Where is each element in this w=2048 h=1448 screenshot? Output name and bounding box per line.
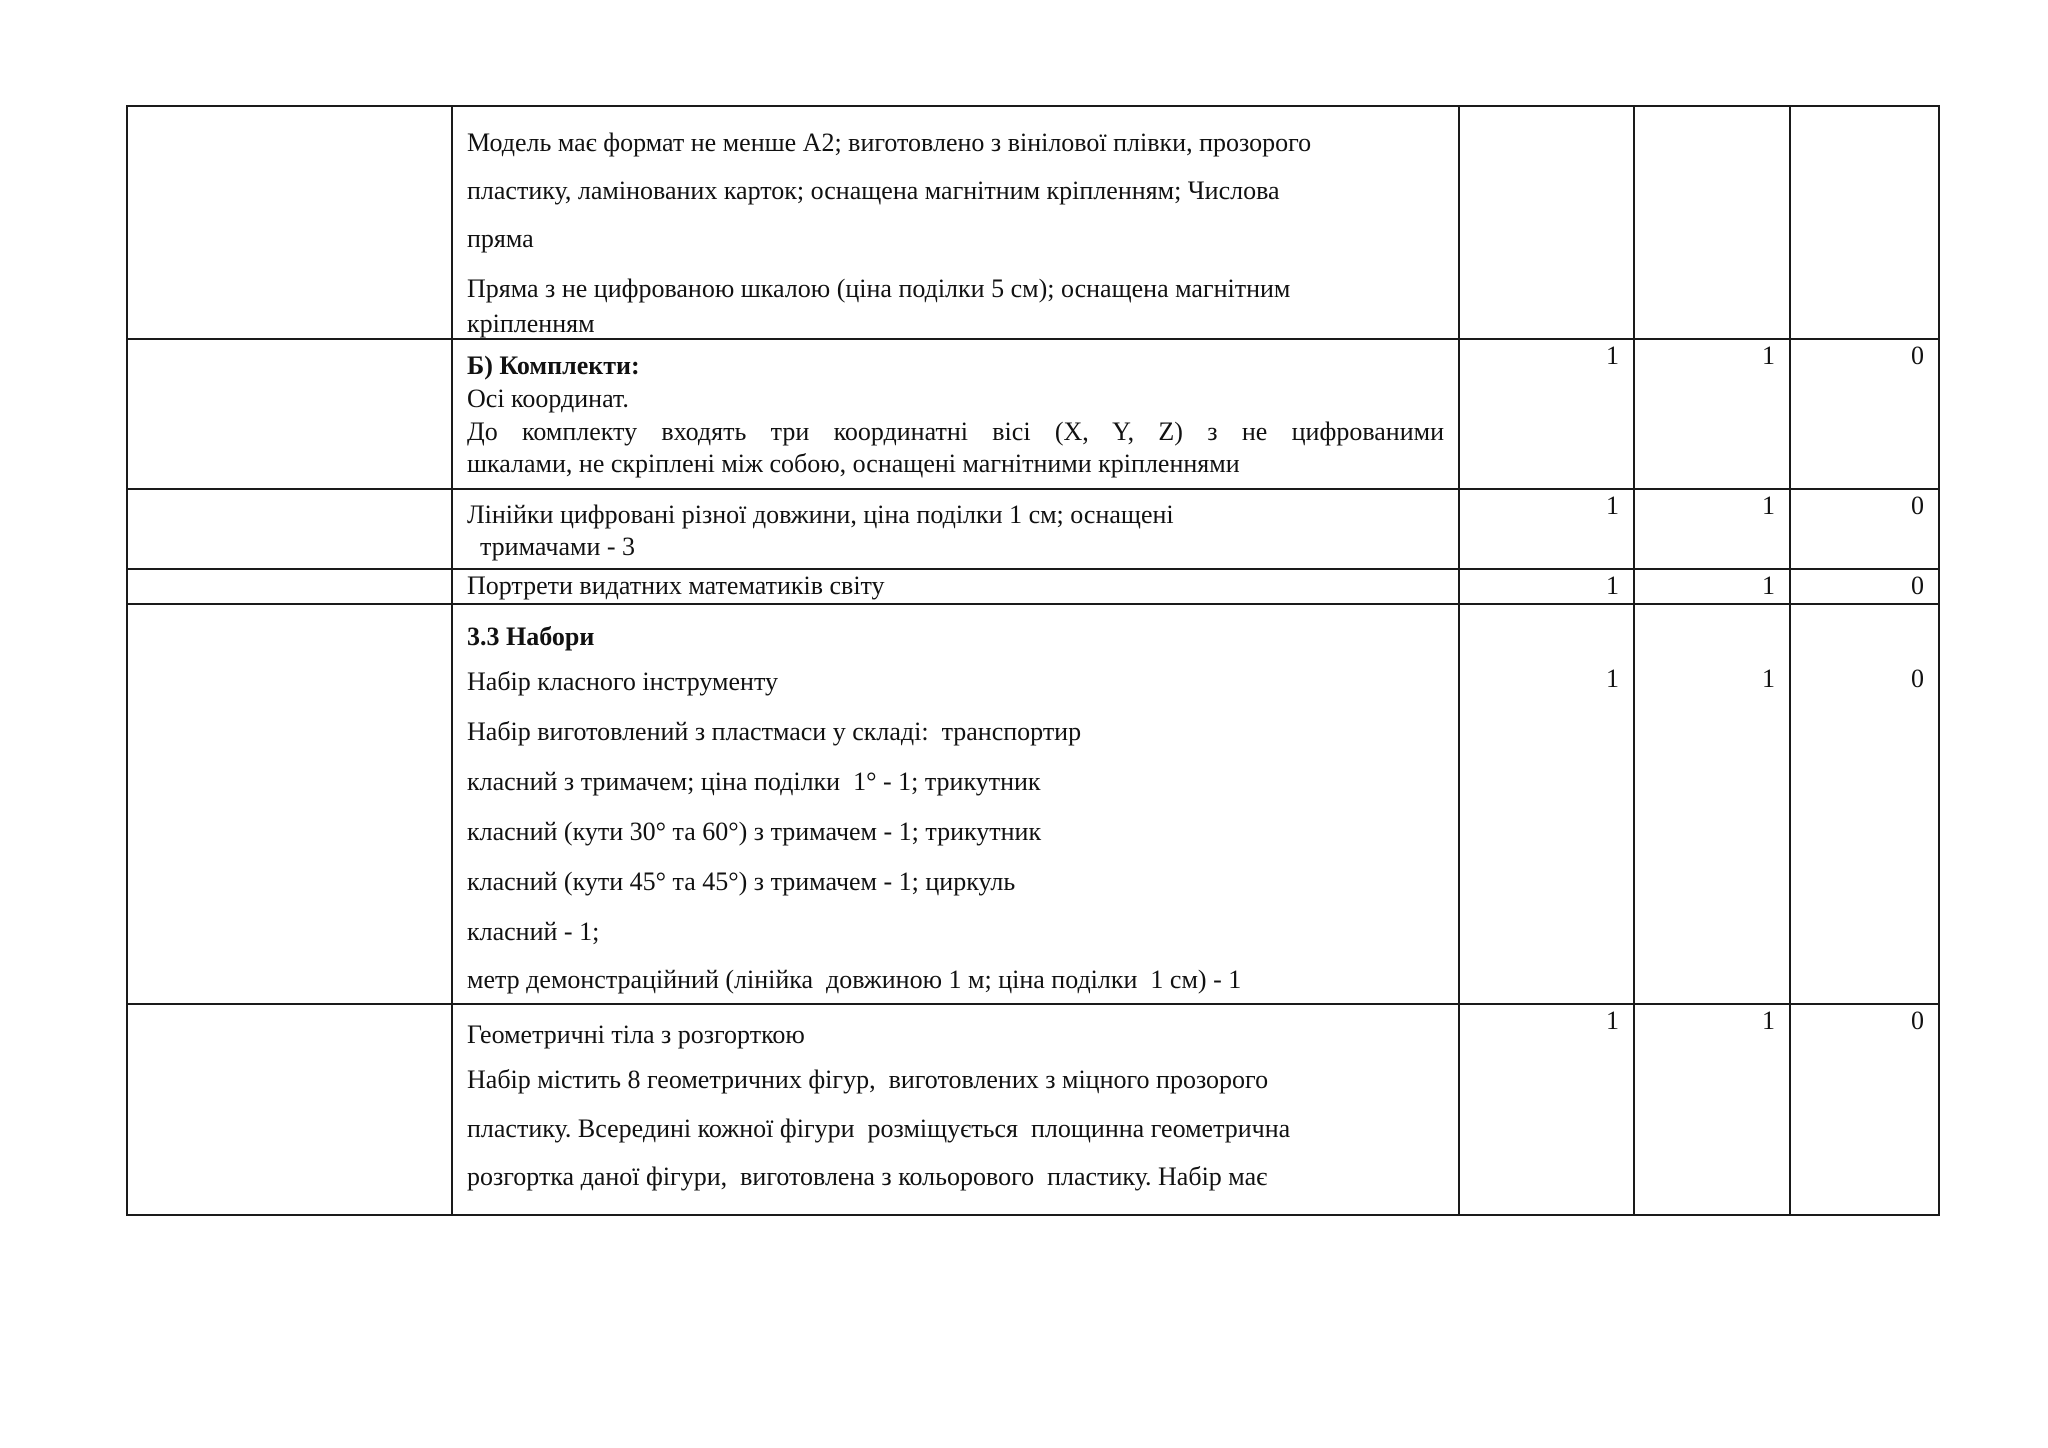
quantity-cell-2: 1 [1634, 569, 1790, 604]
description-line: Набір містить 8 геометричних фігур, виготовлених з міцного прозорого [467, 1065, 1269, 1094]
description-line: тримачами - 3 [467, 532, 636, 561]
quantity-cell-3: 0 [1790, 1004, 1939, 1215]
description-line: Осі координат. [467, 384, 629, 413]
description-cell [452, 489, 1459, 569]
row-number-cell [127, 604, 452, 1004]
quantity-cell-2: 1 [1634, 1004, 1790, 1215]
section-heading: 3.3 Набори [467, 622, 595, 651]
quantity-cell-3: 0 [1790, 604, 1939, 1004]
row-number-cell [127, 106, 452, 339]
description-cell [452, 339, 1459, 489]
quantity-cell-3: 0 [1790, 569, 1939, 604]
table-row [127, 106, 1939, 339]
description-line: Набір виготовлений з пластмаси у складі: транспортир [467, 717, 1082, 746]
description-line: пряма [467, 224, 534, 253]
quantity-cell-1: 1 [1459, 1004, 1634, 1215]
table-row [127, 604, 1939, 1004]
description-line: класний - 1; [467, 917, 600, 946]
quantity-cell-3: 0 [1790, 489, 1939, 569]
description-line: Набір класного інструменту [467, 667, 778, 696]
row-number-cell [127, 489, 452, 569]
quantity-cell-2: 1 [1634, 604, 1790, 1004]
description-line: пластику. Всередині кожної фігури розміщується площинна геометрична [467, 1114, 1291, 1143]
quantity-cell-2: 1 [1634, 339, 1790, 489]
table-row [127, 339, 1939, 489]
quantity-cell-1: 1 [1459, 339, 1634, 489]
quantity-cell-1: 1 [1459, 604, 1634, 1004]
description-line: Геометричні тіла з розгорткою [467, 1020, 805, 1049]
row-number-cell [127, 1004, 452, 1215]
row-number-cell [127, 339, 452, 489]
quantity-cell-3 [1790, 106, 1939, 339]
quantity-cell-1 [1459, 106, 1634, 339]
table-row [127, 489, 1939, 569]
table-row [127, 569, 1939, 604]
description-line: Лінійки цифровані різної довжини, ціна поділки 1 см; оснащені [467, 500, 1174, 529]
row-number-cell [127, 569, 452, 604]
description-line: Портрети видатних математиків світу [467, 571, 885, 600]
quantity-cell-1: 1 [1459, 489, 1634, 569]
description-line: Пряма з не цифрованою шкалою (ціна поділки 5 см); оснащена магнітним [467, 274, 1291, 303]
description-line: шкалами, не скріплені між собою, оснащені магнітними кріпленнями [467, 449, 1240, 478]
description-line: метр демонстраційний (лінійка довжиною 1 м; ціна поділки 1 см) - 1 [467, 965, 1242, 994]
description-line: класний з тримачем; ціна поділки 1° - 1; трикутник [467, 767, 1041, 796]
quantity-cell-2: 1 [1634, 489, 1790, 569]
table-row [127, 1004, 1939, 1215]
quantity-cell-3: 0 [1790, 339, 1939, 489]
description-line: Модель має формат не менше А2; виготовлено з вінілової плівки, прозорого [467, 128, 1312, 157]
description-line: розгортка даної фігури, виготовлена з кольорового пластику. Набір має [467, 1162, 1268, 1191]
description-cell [452, 1004, 1459, 1215]
description-cell [452, 604, 1459, 1004]
quantity-cell-1: 1 [1459, 569, 1634, 604]
quantity-cell-2 [1634, 106, 1790, 339]
description-line: пластику, ламінованих карток; оснащена магнітним кріпленням; Числова [467, 176, 1280, 205]
description-line: кріпленням [467, 309, 595, 338]
description-cell [452, 106, 1459, 339]
specification-table [126, 105, 1940, 1216]
description-line: До комплекту входять три координатні вісі (X, Y, Z) з не цифрованими [467, 417, 1444, 446]
description-cell [452, 569, 1459, 604]
description-line: класний (кути 45° та 45°) з тримачем - 1; циркуль [467, 867, 1016, 896]
description-line: класний (кути 30° та 60°) з тримачем - 1; трикутник [467, 817, 1042, 846]
section-heading: Б) Комплекти: [467, 351, 640, 380]
